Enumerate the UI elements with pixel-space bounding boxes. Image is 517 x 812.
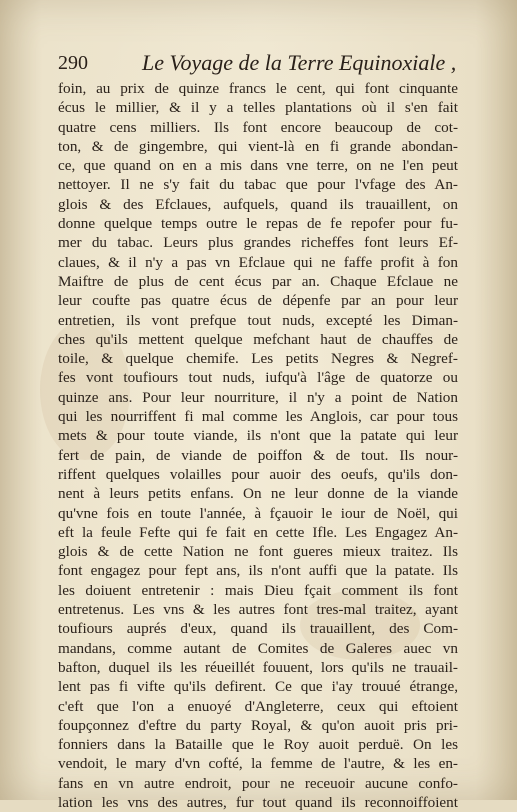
text-line: bafton, duquel ils les réueillét fouuent, lors qu'ils ne trauail- <box>58 658 458 676</box>
text-line: fes vont toufiours tout nuds, iufqu'à l'âge de quatorze ou <box>58 369 458 387</box>
text-line: riffent quelques volailles pour auoir des oeufs, qu'ils don- <box>58 465 458 483</box>
text-line: quatre cens milliers. Ils font encore beaucoup de cot- <box>58 118 458 136</box>
text-line: qui les nourriffent fi mal comme les Anglois, car pour tous <box>58 408 458 426</box>
text-line: nettoyer. Il ne s'y fait du tabac que pour l'vfage des An- <box>58 176 458 194</box>
text-line: entretenus. Les vns & les autres font tres-mal traitez, ayant <box>58 601 458 619</box>
text-line: toufiours auprés d'eux, quand ils trauaillent, des Com- <box>58 620 458 638</box>
text-line: claues, & il n'y a pas vn Efclaue qui ne faffe profit à fon <box>58 253 458 271</box>
text-line: fans en vn autre endroit, pour ne receuoir aucune confo- <box>58 774 458 792</box>
text-line: glois & des Efclaues, aufquels, quand ils trauaillent, on <box>58 195 458 213</box>
text-line: mandans, comme autant de Comites de Galeres auec vn <box>58 639 458 657</box>
text-line: fert de pain, de viande de poiffon & de tout. Ils nour- <box>58 446 458 464</box>
text-line: ches qu'ils mettent quelque mefchant haut de chauffes de <box>58 330 458 348</box>
text-line: ton, & de gingembre, qui vient-là en fi grande abondan- <box>58 137 458 155</box>
text-line: ce, que quand on en a mis dans vne terre, on ne l'en peut <box>58 157 458 175</box>
text-line: glois & de cette Nation ne font gueres mieux traitez. Ils <box>58 543 458 561</box>
text-line: leur coufte pas quatre écus de dépenfe par an pour leur <box>58 292 458 310</box>
text-line: foin, au prix de quinze francs le cent, qui font cinquante <box>58 80 458 97</box>
text-line: fonniers dans la Bataille que le Roy auoit perduë. On les <box>58 736 458 754</box>
text-line: quinze ans. Pour leur nourriture, il n'y a point de Nation <box>58 388 458 406</box>
page-number: 290 <box>58 52 88 74</box>
running-head <box>58 50 458 78</box>
text-line: entretien, ils vont prefque tout nuds, excepté les Diman- <box>58 311 458 329</box>
text-line: mer du tabac. Leurs plus grandes richeffes font leurs Ef- <box>58 234 458 252</box>
body-text <box>58 79 458 812</box>
text-line: foupçonnez d'eftre du party Royal, & qu'on auoit pris pri- <box>58 716 458 734</box>
text-line: eft la feule Fefte qui fe fait en cette Ifle. Les Engagez An- <box>58 523 458 541</box>
text-line: les doiuent entretenir : mais Dieu fçait comment ils font <box>58 581 458 599</box>
text-line: qu'vne fois en toute l'année, à fçauoir le iour de Noël, qui <box>58 504 458 522</box>
text-line: c'eft que l'on a enuoyé d'Angleterre, ceux qui eftoient <box>58 697 458 715</box>
text-line: donne quelque temps outre le repas de fe repofer pour fu- <box>58 215 458 233</box>
text-line: font engagez pour fept ans, ils n'ont auffi que la patate. Ils <box>58 562 458 580</box>
text-line: écus le millier, & il y a telles plantations où il s'en fait <box>58 99 458 117</box>
text-line: nent à leurs petits enfans. On ne leur donne de la viande <box>58 485 458 503</box>
text-line: vendoit, le mary d'vn cofté, la femme de l'autre, & les en- <box>58 755 458 773</box>
text-line: mets & pour toute viande, ils n'ont que la patate qui leur <box>58 427 458 445</box>
text-line: lent pas fi vifte qu'ils defirent. Ce que i'ay trouué étrange, <box>58 678 458 696</box>
text-line: toile, & quelque chemife. Les petits Negres & Negref- <box>58 350 458 368</box>
text-line: lation les vns des autres, fur tout quand ils reconnoiffoient <box>58 793 458 811</box>
text-line: Maiftre de plus de cent écus par an. Chaque Efclaue ne <box>58 272 458 290</box>
running-title: Le Voyage de la Terre Equinoxiale , <box>142 50 457 75</box>
